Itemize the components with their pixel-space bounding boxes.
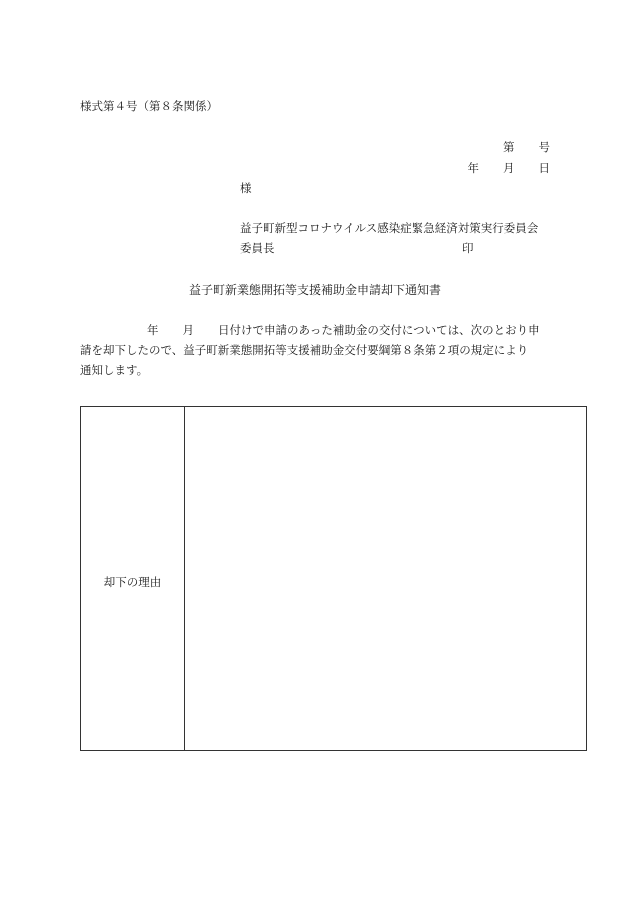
reason-label-cell (81, 407, 185, 750)
rejection-reason-table (80, 406, 587, 751)
date-month: 月 (503, 161, 515, 175)
seal-mark: 印 (462, 241, 474, 255)
issuer-title: 委員長 (240, 241, 275, 255)
body-month: 月 (182, 323, 194, 337)
reason-label: 却下の理由 (103, 575, 162, 589)
reason-content-cell (185, 407, 586, 750)
doc-number-suffix: 号 (538, 140, 550, 154)
document-title: 益子町新業態開拓等支援補助金申請却下通知書 (188, 283, 441, 297)
body-line-1 (80, 320, 554, 340)
body-line-2: 請を却下したので、益子町新業態開拓等支援補助金交付要綱第８条第２項の規定により (80, 343, 529, 357)
date-day: 日 (538, 161, 550, 175)
issuer-organization: 益子町新型コロナウイルス感染症緊急経済対策実行委員会 (240, 221, 539, 235)
addressee-honorific: 様 (240, 181, 252, 195)
form-number: 様式第４号（第８条関係） (80, 99, 218, 113)
body-line-1-text: 日付けで申請のあった補助金の交付については、次のとおり申 (218, 323, 540, 337)
body-year: 年 (147, 323, 159, 337)
issue-date (468, 160, 551, 176)
date-year: 年 (467, 161, 479, 175)
document-number (503, 139, 550, 155)
notice-body (80, 320, 554, 380)
doc-number-prefix: 第 (503, 140, 515, 154)
body-line-3: 通知します。 (80, 363, 149, 377)
